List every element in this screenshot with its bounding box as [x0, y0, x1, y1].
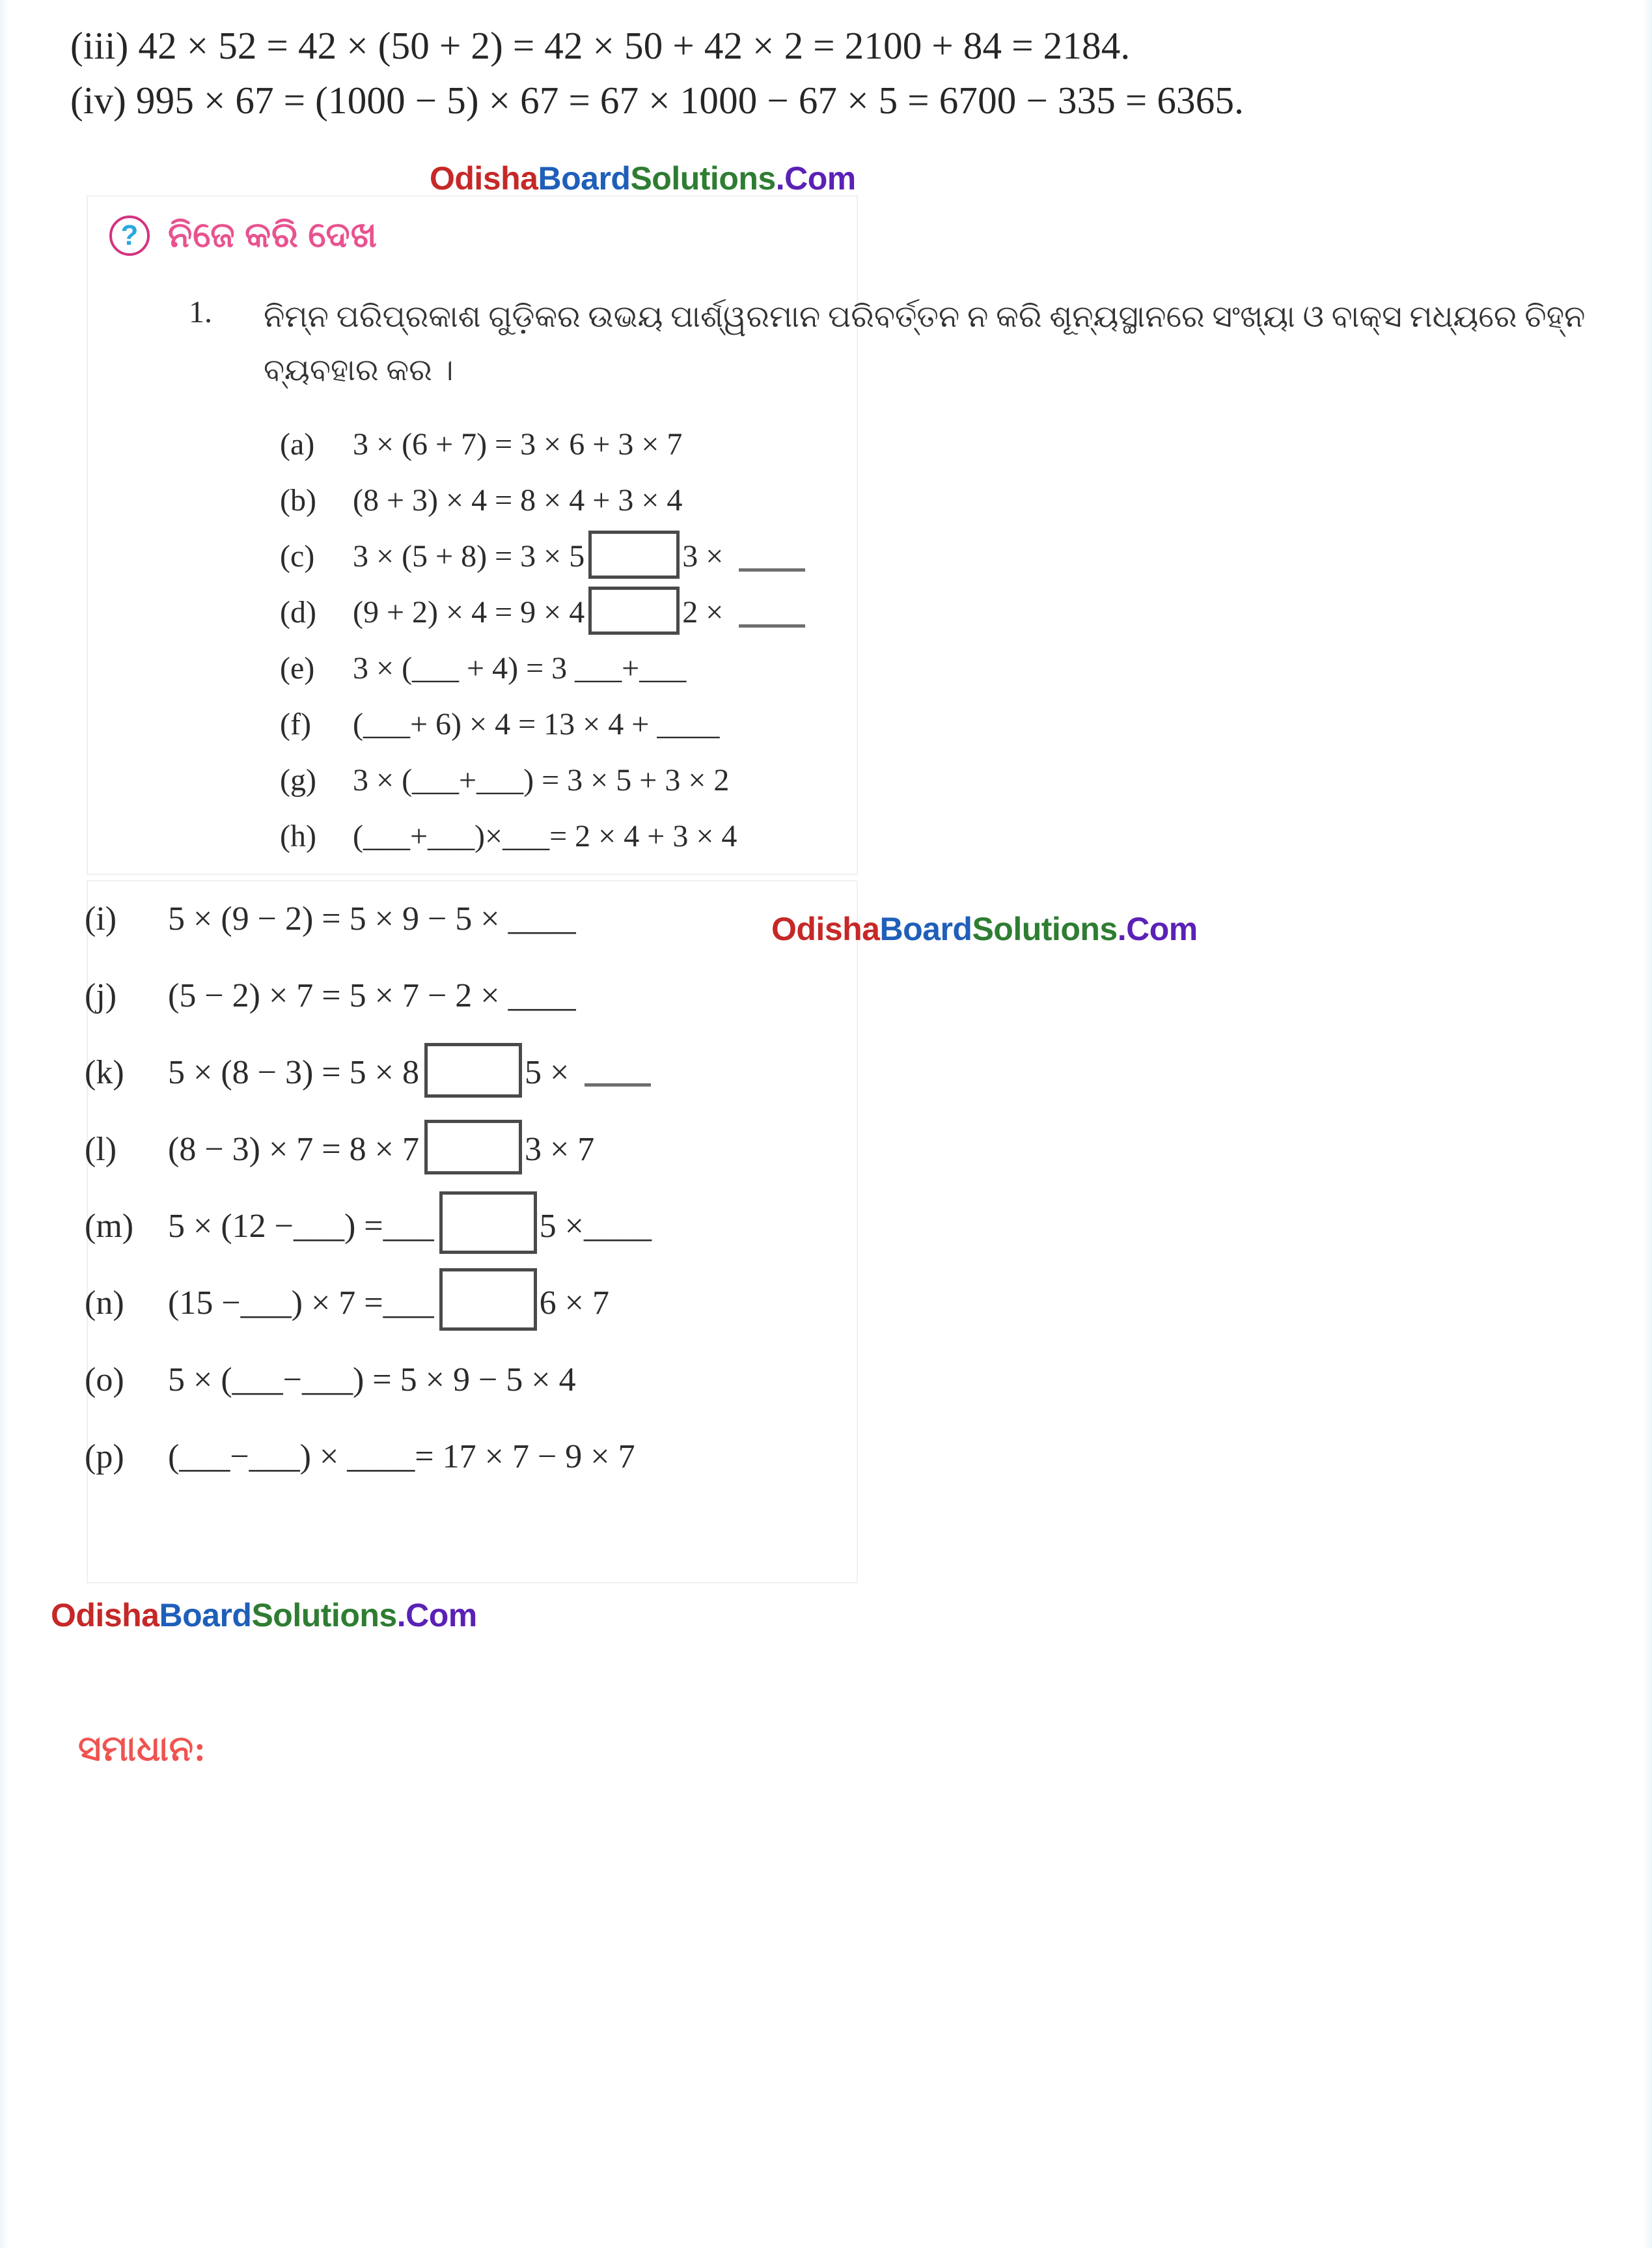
solution-label: ସମାଧାନ: — [78, 1729, 206, 1768]
watermark-part-solutions: Solutions — [630, 160, 776, 197]
expression-text: (15 −___) × 7 =___ — [168, 1284, 434, 1322]
solved-example-line: (iv) 995 × 67 = (1000 − 5) × 67 = 67 × 1000 − 67 × 5 = 6700 − 335 = 6365. — [70, 79, 1245, 122]
watermark-part-board: Board — [159, 1597, 252, 1633]
expression-text: (___+ 6) × 4 = 13 × 4 + ____ — [353, 707, 720, 742]
exercise-row — [280, 594, 806, 650]
question-1-line-2: ବ୍ୟବହାର କର । — [264, 354, 454, 387]
watermark-top — [430, 160, 856, 197]
exercise-row — [85, 977, 652, 1053]
exercise-row-expression — [168, 1361, 576, 1399]
exercise-row-expression — [353, 426, 682, 462]
answer-box[interactable] — [439, 1268, 537, 1331]
expression-text: (5 − 2) × 7 = 5 × 7 − 2 × ____ — [168, 977, 576, 1014]
try-yourself-heading — [109, 215, 378, 256]
exercise-row-expression — [353, 594, 806, 635]
expression-text: 5 × — [524, 1054, 570, 1091]
exercise-row-expression — [168, 1130, 594, 1174]
items-a-h — [280, 426, 806, 874]
exercise-row — [85, 1437, 652, 1514]
answer-box[interactable] — [424, 1043, 522, 1098]
answer-box[interactable] — [588, 531, 680, 579]
question-1-body — [264, 290, 1604, 397]
question-mark-icon — [109, 215, 150, 256]
watermark-part-com: .Com — [1117, 911, 1198, 947]
answer-blank[interactable] — [585, 1053, 651, 1087]
expression-text: (8 + 3) × 4 = 8 × 4 + 3 × 4 — [353, 483, 683, 518]
exercise-row-label: (c) — [280, 539, 315, 574]
exercise-row-expression — [353, 482, 682, 518]
exercise-row-expression — [353, 650, 686, 686]
exercise-row-label: (k) — [85, 1054, 124, 1091]
watermark-bottom — [51, 1596, 477, 1634]
exercise-row-expression — [168, 1284, 609, 1331]
expression-text: 6 × 7 — [539, 1284, 609, 1322]
exercise-row-expression — [353, 762, 729, 798]
expression-text: 5 × (12 −___) =___ — [168, 1208, 434, 1245]
exercise-row-label: (a) — [280, 427, 315, 462]
answer-box[interactable] — [588, 587, 680, 635]
exercise-row — [85, 1207, 652, 1284]
exercise-row — [85, 1053, 652, 1130]
exercise-row — [280, 426, 806, 482]
question-1-number: 1. — [189, 295, 212, 329]
exercise-row — [85, 1361, 652, 1437]
exercise-row-label: (h) — [280, 819, 316, 853]
exercise-row — [280, 818, 806, 874]
items-i-p — [85, 900, 652, 1514]
answer-box[interactable] — [424, 1120, 522, 1174]
exercise-row-label: (g) — [280, 763, 316, 798]
exercise-row-label: (j) — [85, 977, 117, 1014]
expression-text: 3 × (5 + 8) = 3 × 5 — [353, 539, 585, 574]
exercise-row-label: (m) — [85, 1208, 134, 1245]
exercise-row-label: (e) — [280, 651, 315, 686]
question-mark-glyph: ? — [120, 219, 139, 251]
expression-text: 3 × — [682, 539, 724, 574]
exercise-row-expression — [353, 538, 806, 579]
watermark-part-odisha: Odisha — [51, 1597, 159, 1633]
expression-text: 5 ×____ — [539, 1208, 652, 1245]
watermark-part-solutions: Solutions — [972, 911, 1118, 947]
expression-text: 5 × (9 − 2) = 5 × 9 − 5 × ____ — [168, 900, 576, 937]
expression-text: (___+___)×___= 2 × 4 + 3 × 4 — [353, 819, 737, 853]
expression-text: 3 × (___ + 4) = 3 ___+___ — [353, 651, 687, 686]
exercise-row-label: (f) — [280, 707, 311, 742]
try-yourself-label: ନିଜେ କରି ଦେଖ — [168, 215, 378, 255]
exercise-row — [280, 706, 806, 762]
watermark-part-board: Board — [879, 911, 972, 947]
answer-box[interactable] — [439, 1191, 537, 1254]
expression-text: (9 + 2) × 4 = 9 × 4 — [353, 595, 585, 630]
answer-blank[interactable] — [739, 594, 805, 628]
expression-text: 3 × 7 — [524, 1131, 595, 1168]
solved-example-line: (iii) 42 × 52 = 42 × (50 + 2) = 42 × 50 + 42 × 2 = 2100 + 84 = 2184. — [70, 24, 1131, 67]
expression-text: 5 × (___−___) = 5 × 9 − 5 × 4 — [168, 1361, 576, 1398]
watermark-part-odisha: Odisha — [430, 160, 538, 197]
exercise-row-label: (n) — [85, 1284, 124, 1322]
exercise-row — [280, 538, 806, 594]
exercise-row-label: (l) — [85, 1131, 117, 1168]
exercise-row — [85, 1284, 652, 1361]
expression-text: 2 × — [682, 595, 724, 630]
expression-text: (___−___) × ____= 17 × 7 − 9 × 7 — [168, 1438, 635, 1475]
exercise-row-expression — [168, 1053, 652, 1098]
exercise-row-label: (o) — [85, 1361, 124, 1398]
exercise-row — [280, 762, 806, 818]
solved-examples-block — [70, 18, 1587, 128]
answer-blank[interactable] — [739, 538, 805, 572]
watermark-part-com: .Com — [775, 160, 856, 197]
exercise-row-label: (b) — [280, 483, 316, 518]
exercise-row — [85, 900, 652, 977]
expression-text: 3 × (___+___) = 3 × 5 + 3 × 2 — [353, 763, 730, 798]
exercise-row-expression — [168, 1437, 635, 1476]
exercise-row — [85, 1130, 652, 1207]
exercise-row-label: (i) — [85, 900, 117, 937]
watermark-part-odisha: Odisha — [771, 911, 880, 947]
exercise-row-expression — [168, 900, 576, 938]
watermark-part-board: Board — [538, 160, 631, 197]
exercise-row-expression — [353, 706, 719, 742]
expression-text: 5 × (8 − 3) = 5 × 8 — [168, 1054, 419, 1091]
exercise-row-expression — [168, 977, 576, 1015]
exercise-row-expression — [168, 1207, 652, 1254]
expression-text: 3 × (6 + 7) = 3 × 6 + 3 × 7 — [353, 427, 683, 462]
exercise-row — [280, 482, 806, 538]
exercise-row — [280, 650, 806, 706]
exercise-row-label: (p) — [85, 1438, 124, 1475]
expression-text: (8 − 3) × 7 = 8 × 7 — [168, 1131, 419, 1168]
exercise-row-label: (d) — [280, 595, 316, 630]
watermark-part-solutions: Solutions — [251, 1597, 397, 1633]
watermark-part-com: .Com — [396, 1597, 477, 1633]
question-1-line-1: ନିମ୍ନ ପରିପ୍ରକାଶ ଗୁଡ଼ିକର ଉଭୟ ପାର୍ଶ୍ୱରମାନ ପରିବର୍ତ୍ତନ ନ କରି ଶୂନ୍ୟସ୍ଥାନରେ ସଂଖ୍ୟା ଓ ବାକ୍ସ ମଧ୍ୟରେ ଚିହ୍ନ — [264, 300, 1586, 334]
exercise-row-expression — [353, 818, 737, 854]
watermark-middle — [771, 910, 1198, 948]
